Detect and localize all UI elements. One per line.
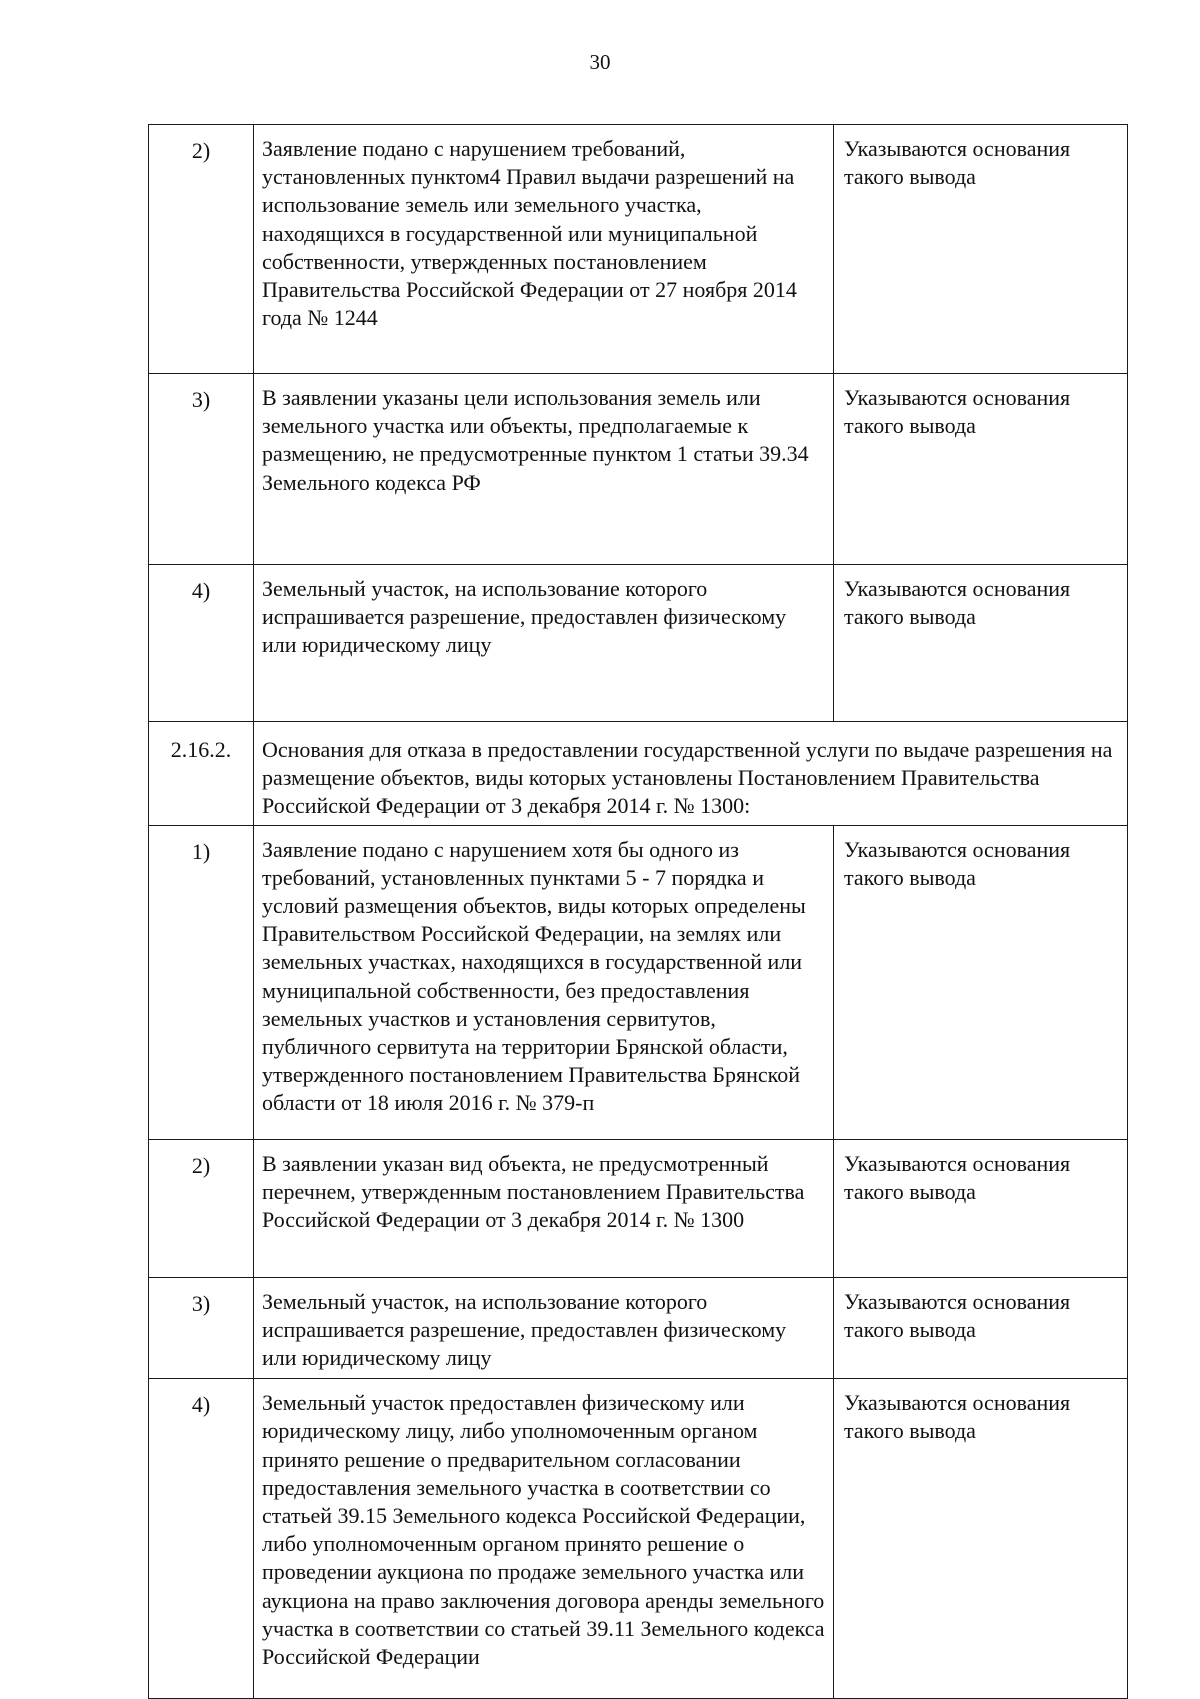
table-row	[149, 1379, 1128, 1699]
row-text: Заявление подано с нарушением хотя бы одного из требований, установленных пунктами 5 - 7 порядка и условий размещения объектов, виды которых определены Правительством Российской Федерации, на землях или земельных участках, находящихся в государственной или муниципальной собственности, без предоставления земельных участков и установления сервитутов, публичного сервитута на территории Брянской области, утвержденного постановлением Правительства Брянской области от 18 июля 2016 г. № 379-п	[254, 825, 834, 1139]
table-row	[149, 565, 1128, 722]
row-note: Указываются основания такого вывода	[834, 1277, 1128, 1379]
row-text: В заявлении указан вид объекта, не предусмотренный перечнем, утвержденным постановлением Правительства Российской Федерации от 3 декабря 2014 г. № 1300	[254, 1139, 834, 1277]
table-row	[149, 125, 1128, 374]
section-row	[149, 722, 1128, 826]
table-row	[149, 1139, 1128, 1277]
table-row	[149, 1277, 1128, 1379]
row-text: Земельный участок, на использование которого испрашивается разрешение, предоставлен физическому или юридическому лицу	[254, 565, 834, 722]
row-number: 1)	[149, 825, 254, 1139]
row-number: 2)	[149, 125, 254, 374]
row-note: Указываются основания такого вывода	[834, 1139, 1128, 1277]
grounds-table	[148, 124, 1128, 1699]
table-row	[149, 825, 1128, 1139]
row-text: Земельный участок, на использование которого испрашивается разрешение, предоставлен физическому или юридическому лицу	[254, 1277, 834, 1379]
page-number: 30	[589, 50, 611, 74]
row-text: Земельный участок предоставлен физическому или юридическому лицу, либо уполномоченным органом принято решение о предварительном согласовании предоставления земельного участка в соответствии со статьей 39.15 Земельного кодекса Российской Федерации, либо уполномоченным органом принято решение о проведении аукциона по продаже земельного участка или аукциона на право заключения договора аренды земельного участка в соответствии со статьей 39.11 Земельного кодекса Российской Федерации	[254, 1379, 834, 1699]
row-number: 4)	[149, 565, 254, 722]
row-note: Указываются основания такого вывода	[834, 565, 1128, 722]
section-number: 2.16.2.	[149, 722, 254, 826]
row-number: 3)	[149, 1277, 254, 1379]
row-note: Указываются основания такого вывода	[834, 374, 1128, 565]
row-number: 2)	[149, 1139, 254, 1277]
table-row	[149, 374, 1128, 565]
row-note: Указываются основания такого вывода	[834, 1379, 1128, 1699]
row-note: Указываются основания такого вывода	[834, 825, 1128, 1139]
row-text: Заявление подано с нарушением требований, установленных пунктом4 Правил выдачи разрешений на использование земель или земельного участка, находящихся в государственной или муниципальной собственности, утвержденных постановлением Правительства Российской Федерации от 27 ноября 2014 года № 1244	[254, 125, 834, 374]
section-heading: Основания для отказа в предоставлении государственной услуги по выдаче разрешения на размещение объектов, виды которых установлены Постановлением Правительства Российской Федерации от 3 декабря 2014 г. № 1300:	[254, 722, 1128, 826]
row-note: Указываются основания такого вывода	[834, 125, 1128, 374]
row-number: 4)	[149, 1379, 254, 1699]
row-text: В заявлении указаны цели использования земель или земельного участка или объекты, предполагаемые к размещению, не предусмотренные пунктом 1 статьи 39.34 Земельного кодекса РФ	[254, 374, 834, 565]
row-number: 3)	[149, 374, 254, 565]
